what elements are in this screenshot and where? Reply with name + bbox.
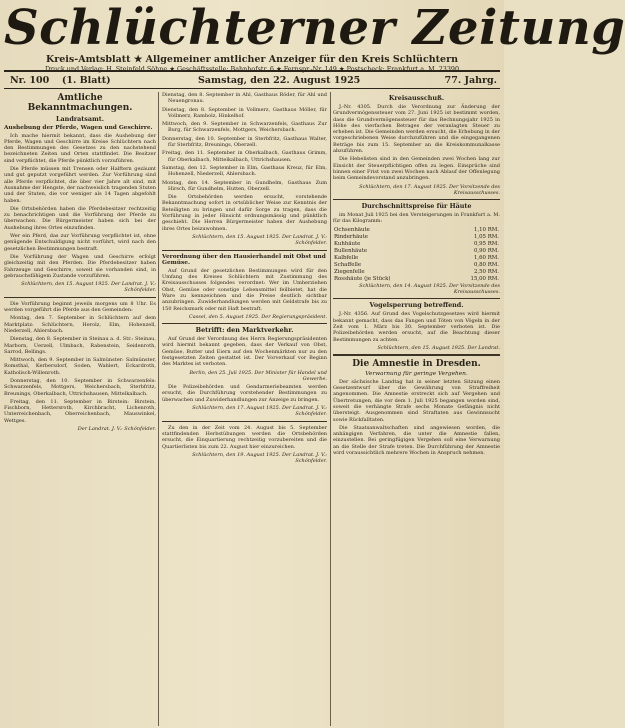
article-divider: [162, 323, 327, 324]
price-label: Bullenhäute: [334, 247, 368, 254]
price-value: 0,80 RM.: [473, 261, 499, 268]
article-divider: [4, 297, 156, 298]
table-row: [333, 234, 500, 241]
article-paragraph: Die Hebelisten sind in den Gemeinden zwei Wochen lang zur Einsicht der Steuerpflichtigen offen zu legen. Einsprüche sind binnen einer Frist von zwei Wochen nach Ablauf der Offenlegung beim Gemeindevorstand anzubringen.: [333, 156, 500, 182]
article-paragraph: Zu den in der Zeit vom 24. August bis 5. September stattfindenden Herbstübungen werden die Ortsbehörden ersucht, die Einquartierung rechtzeitig vorzubereiten und die Quartierlisten bis zum 22. August hier einzureichen.: [162, 424, 327, 450]
price-label: Ochsenhäute: [334, 226, 370, 233]
article-paragraph: Freitag, den 11. September in Birstein: Birstein, Fischborn, Hettersroth, Kirchbracht, Lichenroth, Unterreichenbach, Oberreichenbach, Mauswinkel, Wettges.: [4, 398, 156, 424]
article-signature: Schlüchtern, den 15. August 1925. Der Landrat. J. V.: Schönfelder.: [192, 233, 327, 247]
price-label: Rosshäute (je Stück): [334, 275, 391, 282]
table-row: [333, 276, 500, 283]
article-paragraph: Montag, den 7. September in Schlüchtern auf dem Marktplatz: Schlüchtern, Herolz, Elm, Hohenzell, Niederzell, Ahlersbach.: [4, 315, 156, 334]
article-paragraph: Die Vorführung der Wagen und Geschirre erfolgt gleichzeitig mit den Pferden. Die Pferdebesitzer haben Fahrzeuge und Geschirre, soweit sie vorhanden sind, in gebrauchsfähigem Zustande vorzuführen.: [4, 253, 156, 279]
table-row: [333, 227, 500, 234]
article-paragraph: Die Pferde müssen mit Trensen oder Halftern gezäumt und gut geputzt vorgeführt werden. Zur Vorführung sind alle Pferde verpflichtet, die über vier Jahre alt sind, mit Ausnahme der Hengste, der nachweislich tragenden Stuten und der Stuten, die vor weniger als 14 Tagen abgefohlt haben.: [4, 166, 156, 204]
column-divider: [158, 92, 159, 726]
schedule-item: Dienstag, den 8. September in Vollmerz, Gasthaus Möller, für Vollmerz, Ramholz, Hinkelhof.: [162, 106, 327, 119]
price-table: [333, 227, 500, 283]
article-paragraph: Dienstag, den 8. September in Steinau a. d. Str.: Steinau, Marborn, Uerzell, Ulmbach, Rabenstein, Seidenroth, Sarrod, Bellings.: [4, 336, 156, 355]
article-paragraph: Mittwoch, den 9. September in Salmünster: Salmünster, Romsthal, Kerbersdorf, Soden, Wahlert, Eckardroth, Katholisch-Willenroth.: [4, 357, 156, 376]
issue-number: Nr. 100 (1. Blatt): [4, 75, 117, 86]
article-title: Aushebung der Pferde, Wagen und Geschirre.: [4, 125, 153, 131]
schedule-item: Donnerstag, den 10. September in Sterbfritz, Gasthaus Walter, für Sterbfritz, Breunings, Oberzell.: [162, 135, 327, 149]
price-label: Kalbfelle: [334, 254, 359, 261]
article-paragraph: Die Ortsbehörden werden ersucht, vorstehende Bekanntmachung sofort in ortsüblicher Weise zur Kenntnis der Beteiligten zu bringen und dafür Sorge zu tragen, dass die Vorführung in jeder Hinsicht ordnungsmässig und pünktlich geschieht. Die Herren Bürgermeister haben der Aushebung ihres Ortes beizuwohnen.: [162, 194, 327, 232]
table-row: [333, 255, 500, 262]
schedule-item: Montag, den 14. September in Gundhelm, Gasthaus Zum Hirsch, für Gundhelm, Hutten, Oberzell.: [162, 179, 327, 192]
article-title: Vogelsperrung betreffend.: [369, 301, 464, 310]
issue-date: Samstag, den 22. August 1925: [198, 74, 361, 86]
section-subheading: Landratsamt.: [56, 115, 104, 123]
article-paragraph: Ich mache hiermit bekannt, dass die Aushebung der Pferde, Wagen und Geschirre im Kreise Schlüchtern nach den Bestimmungen des Gesetzes zu den nachstehend bezeichneten Zeiten und Orten stattfindet. Die Besitzer sind verpflichtet, die Pferde pünktlich vorzuführen.: [4, 132, 156, 164]
article-paragraph: Die Ortsbehörden haben die Pferdebesitzer rechtzeitig zu benachrichtigen und die Vorführung der Pferde zu überwachen. Die Bürgermeister haben sich bei der Aushebung ihres Ortes einzufinden.: [4, 205, 156, 231]
newspaper-subtitle: Kreis-Amtsblatt ★ Allgemeiner amtlicher Anzeiger für den Kreis Schlüchtern: [46, 54, 458, 65]
article-paragraph: Auf Grund der Verordnung des Herrn Regierungspräsidenten wird hiermit bekannt gegeben, dass der Verkauf von Obst, Gemüse, Butter und Eiern auf den Wochenmärkten nur zu den festgesetzten Zeiten gestattet ist. Der Vorverkauf vor Beginn des Marktes ist verboten.: [162, 336, 327, 368]
article-paragraph: Der sächsische Landtag hat in seiner letzten Sitzung einen Gesetzentwurf über die Gewährung von Straffreiheit angenommen. Die Amnestie erstreckt sich auf Vergehen und Übertretungen, die vor dem 1. Juli 1925 begangen worden sind, soweit die verhängte Strafe sechs Monate Gefängnis nicht übersteigt. Ausgenommen sind Straftaten aus Gewinnsucht sowie Rückfalltaten.: [333, 378, 500, 423]
article-divider: [333, 298, 500, 299]
table-row: [333, 262, 500, 269]
article-title: Betrifft: den Marktverkehr.: [195, 326, 294, 335]
article-divider: [333, 354, 500, 356]
schedule-list: [162, 92, 327, 192]
article-paragraph: Donnerstag, den 10. September in Schwarzenfels: Schwarzenfels, Mottgers, Weichersbach, Sterbfritz, Breunings, Oberkalbach, Uttrichshausen, Mittelkalbach.: [4, 377, 156, 397]
article-signature: Berlin, den 25. Juli 1925. Der Minister für Handel und Gewerbe.: [189, 369, 327, 382]
article-paragraph: Auf Grund der gesetzlichen Bestimmungen wird für den Umfang des Kreises Schlüchtern mit Zustimmung des Kreisausschusses folgendes verordnet: Wer im Umherziehen Obst, Gemüse oder sonstige Lebensmittel feilbietet, hat die Ware zu kennzeichnen und die Preise deutlich sichtbar anzubringen. Zuwiderhandlungen werden mit Geldstrafe bis zu 150 Reichsmark oder mit Haft bestraft.: [162, 267, 327, 312]
price-value: 0,95 RM.: [473, 240, 499, 247]
article-signature: Schlüchtern, den 17. August 1925. Der Vorsitzende des Kreisausschusses.: [359, 183, 500, 196]
article-paragraph: Die Polizeibehörden und Gendarmeriebeamten werden ersucht, die Durchführung vorstehender Bestimmungen zu überwachen und Zuwiderhandlungen zur Anzeige zu bringen.: [162, 384, 327, 403]
article-divider: [162, 421, 327, 422]
article-paragraph: J.-Nr. 4356. Auf Grund des Vogelschutzgesetzes wird hiermit bekannt gemacht, dass das Fangen und Töten von Vögeln in der Zeit vom 1. März bis 30. September verboten ist. Die Polizeibehörden werden ersucht, auf die Beachtung dieser Bestimmungen zu achten.: [333, 311, 500, 343]
price-value: 0,90 RM.: [473, 247, 499, 254]
article-paragraph: Die Staatsanwaltschaften sind angewiesen worden, die anhängigen Verfahren, die unter die Amnestie fallen, einzustellen. Bei geringfügigen Vergehen soll eine Verwarnung an die Stelle der Strafe treten. Die Durchführung der Amnestie wird voraussichtlich mehrere Wochen in Anspruch nehmen.: [333, 424, 500, 456]
table-row: [333, 248, 500, 255]
price-value: 2,50 RM.: [473, 268, 499, 275]
article-signature: Der Landrat. J. V.: Schönfelder.: [77, 426, 156, 433]
masthead: [4, 0, 625, 73]
price-value: 1,05 RM.: [473, 233, 499, 240]
price-value: 1,10 RM.: [473, 226, 499, 233]
imprint-line: Druck und Verlag: H. Steinfeld Söhne ★ Geschäftsstelle: Bahnhofstr. 6 ★ Fernspr.-Nr. 149 ★ Postscheck: Frankfurt a. M. 23390: [44, 65, 460, 73]
article-signature: Schlüchtern, den 19. August 1925. Der Landrat. J. V.: Schönfelder.: [192, 451, 327, 465]
article-paragraph: J.-Nr. 4305. Durch die Verordnung zur Änderung der Grundvermögenssteuer vom 27. Juni 1925 ist bestimmt worden, dass die Grundvermögenssteuer für das Rechnungsjahr 1925 in Höhe des vierfachen Betrages der veranlagten Steuer zu erheben ist. Die Gemeinden werden ersucht, die Erhebung in der vorgeschriebenen Weise durchzuführen und die eingegangenen Beträge bis zum 15. September an die Kreiskommunalkasse abzuführen.: [333, 104, 500, 155]
article-signature: Schlüchtern, den 17. August 1925. Der Landrat. J. V.: Schönfelder.: [192, 405, 327, 418]
schedule-item: Samstag, den 12. September in Elm, Gasthaus Kreuz, für Elm, Hohenzell, Niederzell, Ahlersbach.: [162, 164, 327, 178]
price-label: Kuhhäute: [334, 240, 361, 247]
column-divider: [330, 92, 331, 726]
volume-year: 77. Jahrg.: [444, 74, 497, 86]
newspaper-title: Schlüchterner Zeitung: [4, 0, 625, 56]
price-label: Schaffelle: [334, 261, 362, 268]
article-signature: Schlüchtern, den 15. August 1925. Der Landrat.: [377, 344, 500, 351]
schedule-item: Freitag, den 11. September in Oberkalbach, Gasthaus Grimm, für Oberkalbach, Mittelkalbach, Uttrichshausen.: [162, 150, 327, 163]
table-row: [333, 269, 500, 276]
article-divider: [162, 250, 327, 251]
article-title: Durchschnittspreise für Häute: [361, 202, 472, 211]
article-paragraph: Die Vorführung beginnt jeweils morgens um 8 Uhr. Es werden vorgeführt die Pferde aus den Gemeinden:: [4, 300, 156, 314]
article-signature: Schlüchtern, den 15. August 1925. Der Landrat. J. V.: Schönfelder.: [21, 281, 156, 294]
section-heading: Kreisausschuß.: [388, 94, 445, 102]
article-divider: [333, 199, 500, 200]
table-row: [333, 241, 500, 248]
schedule-item: Mittwoch, den 9. September in Schwarzenfels, Gasthaus Zur Burg, für Schwarzenfels, Mottgers, Weichersbach.: [162, 121, 327, 134]
article-title: Verordnung über den Hausierhandel mit Obst und Gemüse.: [162, 253, 326, 267]
article-signature: Cassel, den 5. August 1925. Der Regierungspräsident.: [188, 313, 327, 320]
sheet-label: (1. Blatt): [61, 74, 111, 86]
article-title: Die Amnestie in Dresden.: [352, 359, 481, 370]
article-paragraph: im Monat Juli 1925 bei den Versteigerungen in Frankfurt a. M. für das Kilogramm:: [333, 212, 500, 225]
column-official-notices: [4, 92, 156, 726]
section-heading: Amtliche Bekanntmachungen.: [27, 93, 133, 113]
price-label: Rinderhäute: [334, 233, 368, 240]
price-value: 1,60 RM.: [473, 254, 499, 261]
column-middle: [162, 92, 327, 726]
schedule-item: Dienstag, den 8. September in Ahl, Gasthaus Röder, für Ahl und Neuengronau.: [162, 92, 327, 105]
price-label: Ziegenfelle: [334, 268, 365, 275]
article-paragraph: Wer ein Pferd, das zur Vorführung verpflichtet ist, ohne genügende Entschuldigung nicht vorführt, wird nach den gesetzlichen Bestimmungen bestraft.: [4, 233, 156, 252]
article-subtitle: Verwarnung für geringe Vergehen.: [365, 371, 468, 378]
price-value: 15,00 RM.: [470, 275, 499, 282]
column-right: [333, 92, 500, 726]
article-signature: Schlüchtern, den 14. August 1925. Der Vorsitzende des Kreisausschusses.: [359, 282, 500, 296]
dateline-bar: [4, 70, 500, 89]
